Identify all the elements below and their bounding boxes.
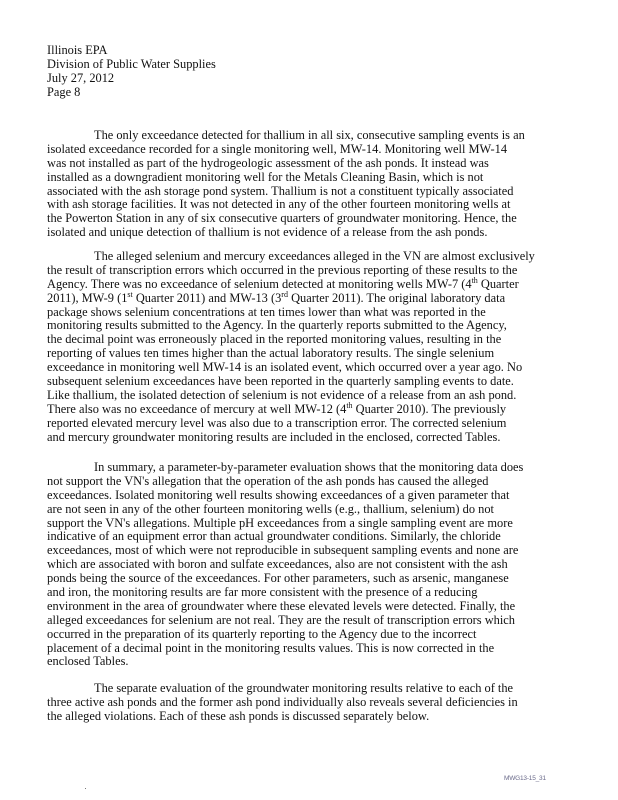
text-segment: Quarter 2011) and MW-13 (3 [132,290,282,305]
text-line: was not installed as part of the hydrogeologic assessment of the ash ponds. It instead was [47,155,489,170]
text-segment: There also was no exceedance of mercury at well MW-12 (4 [47,401,347,416]
text-line: The separate evaluation of the groundwater monitoring results relative to each of the [94,681,514,695]
text-line: not support the VN's allegation that the operation of the ash ponds has caused the alleged [47,473,489,488]
text-line: reported elevated mercury level was also due to a transcription error. The corrected selenium [47,415,507,430]
paragraph-thallium [47,129,525,240]
text-segment: 2011), MW-9 (1 [47,290,128,305]
text-line: monitoring results submitted to the Agency. In the quarterly reports submitted to the Agency, [47,318,507,333]
text-line: the Powerton Station in any of six consecutive quarters of groundwater monitoring. Hence, the [47,211,517,226]
letter-header [47,44,216,100]
page-number: Page 8 [47,84,81,99]
text-line: isolated exceedance recorded for a single monitoring well, MW-14. Monitoring well MW-14 [47,141,508,156]
recipient-agency: Illinois EPA [47,43,108,57]
text-line: associated with the ash storage pond system. Thallium is not a constituent typically associated [47,183,514,198]
text-line: exceedances. Isolated monitoring well results showing exceedances of a given parameter that [47,487,510,502]
text-segment: Agency. There was no exceedance of selenium detected at monitoring wells MW-7 (4 [47,276,472,291]
superscript: rd [281,289,288,299]
text-line: and mercury groundwater monitoring results are included in the enclosed, corrected Tables. [47,429,501,444]
text-line: alleged exceedances for selenium are not real. They are the result of transcription errors which [47,612,516,627]
scan-artifact [85,788,86,789]
superscript: st [127,289,133,299]
text-line: the result of transcription errors which occurred in the previous reporting of these results to the [47,262,518,277]
paragraph-selenium-mercury [47,250,535,444]
paragraph-summary [47,461,523,669]
paragraph-separate-evaluation [47,682,518,724]
text-segment: Quarter 2011). The original laboratory data [287,290,506,305]
superscript: th [471,275,478,285]
text-line: enclosed Tables. [47,654,129,669]
text-line: which are associated with boron and sulfate exceedances, also are not consistent with the ash [47,557,508,572]
text-line: support the VN's allegations. Multiple pH exceedances from a single sampling event are more [47,515,513,530]
text-line: isolated and unique detection of thallium is not evidence of a release from the ash ponds. [47,225,488,240]
text-line: are not seen in any of the other fourteen monitoring wells (e.g., thallium, selenium) do not [47,501,494,516]
superscript: th [346,400,353,410]
text-line: exceedance in monitoring well MW-14 is an isolated event, which occurred over a year ago. No [47,360,523,375]
text-line: In summary, a parameter-by-parameter evaluation shows that the monitoring data does [94,460,524,474]
text-line: indicative of an equipment error than actual groundwater conditions. Similarly, the chloride [47,529,501,544]
text-line: subsequent selenium exceedances have been reported in the quarterly sampling events to date. [47,374,514,389]
letter-date: July 27, 2012 [47,70,115,85]
text-line: and iron, the monitoring results are far more consistent with the presence of a reducing [47,585,478,600]
text-line [47,275,535,292]
text-line: placement of a decimal point in the monitoring results values. This is now corrected in the [47,640,495,655]
text-segment: Quarter [477,276,519,291]
text-line: occurred in the preparation of its quarterly reporting to the Agency due to the incorrect [47,626,477,641]
text-line [47,400,535,417]
bates-stamp: MWG13-15_31 [504,775,546,782]
text-line: with ash storage facilities. It was not detected in any of the other fourteen monitoring wells at [47,197,511,212]
text-line: three active ash ponds and the former ash pond individually also reveals several deficiencies in [47,694,518,709]
text-line: environment in the area of groundwater where these elevated levels were detected. Finally, the [47,598,516,613]
text-line: Like thallium, the isolated detection of selenium is not evidence of a release from an ash pond. [47,387,517,402]
text-segment: Quarter 2010). The previously [352,401,507,416]
text-line: the decimal point was erroneously placed in the reported monitoring values, resulting in the [47,332,502,347]
text-line: the alleged violations. Each of these ash ponds is discussed separately below. [47,708,430,723]
text-line: The only exceedance detected for thallium in all six, consecutive sampling events is an [94,128,525,142]
text-line: ponds being the source of the exceedances. For other parameters, such as arsenic, manganese [47,571,509,586]
text-line: reporting of values ten times higher than the actual laboratory results. The single selenium [47,346,495,361]
text-line: package shows selenium concentrations at ten times lower than what was reported in the [47,304,486,319]
text-line: exceedances, most of which were not reproducible in subsequent sampling events and none are [47,543,519,558]
text-line: The alleged selenium and mercury exceedances alleged in the VN are almost exclusively [94,249,535,263]
recipient-division: Division of Public Water Supplies [47,56,216,71]
text-line [47,289,535,306]
text-line: installed as a downgradient monitoring well for the Metals Cleaning Basin, which is not [47,169,484,184]
